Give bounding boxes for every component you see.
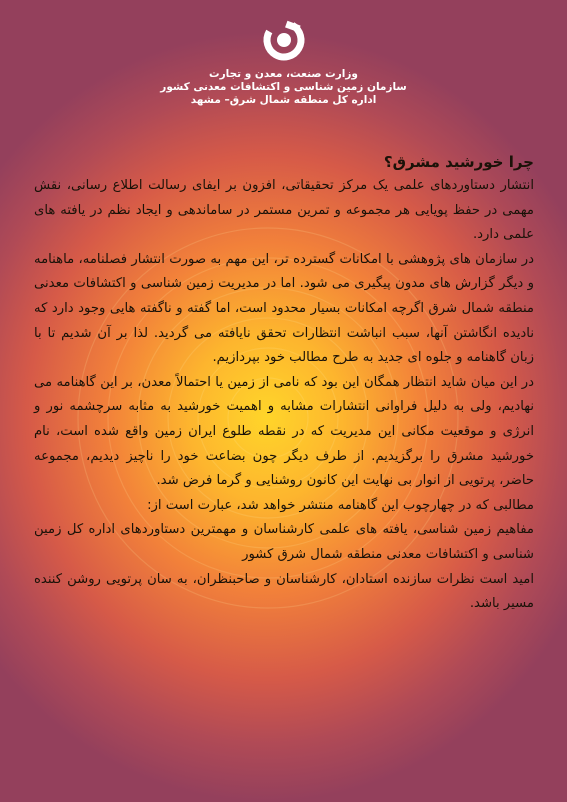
office-title: اداره کل منطقه شمال شرق– مشهد <box>190 94 377 106</box>
paragraph: مطالبی که در چهارچوب این گاهنامه منتشر خواهد شد، عبارت است از: <box>147 497 534 513</box>
paragraph: امید است نظرات سازنده استادان، کارشناسان و صاحبنظران، به سان پرتویی روشن کننده مسیر باشد. <box>34 571 534 612</box>
paragraph: در این میان شاید انتظار همگان این بود که نامی از زمین یا احتمالاً معدن، بر این گاهنامه می نهادیم، ولی به دلیل فراوانی انتشارات مشابه و اهمیت خورشید به مثابه سرچشمه نور و انرژی و موقعیت مکانی این مدیریت که در نقطه طلوع ایران زمین واقع شده است، نام خورشید مشرق را برگزیدیم. از طرف دیگر چون بضاعت خود را ناچیز دیدیم، مجموعه حاضر، پرتویی از انوار بی نهایت این کانون روشنایی و گرما فرض شد. <box>34 374 534 489</box>
ministry-name: وزارت صنعت، معدن و تجارت <box>209 68 358 80</box>
paragraph: انتشار دستاوردهای علمی یک مرکز تحقیقاتی، افزون بر ایفای رسالت اطلاع رسانی، نقش مهمی در حفظ پویایی هر مجموعه و تمرین مستمر در ساماندهی و ایجاد نظم در یافته های علمی دارد. <box>34 178 534 243</box>
organization-logo-icon <box>262 18 306 62</box>
article-title: چرا خورشید مشرق؟ <box>383 153 534 171</box>
page-header <box>0 14 567 107</box>
organization-title: سازمان زمین شناسی و اکتشافات معدنی کشور <box>160 81 407 93</box>
paragraph: مفاهیم زمین شناسی، یافته های علمی کارشناسان و مهمترین دستاوردهای اداره کل زمین شناسی و اکتشافات معدنی منطقه شمال شرق کشور <box>34 522 534 562</box>
paragraph: در سازمان های پژوهشی با امکانات گسترده تر، این مهم به صورت انتشار فصلنامه، ماهنامه و دیگر گزارش های مدون پیگیری می شود. اما در مدیریت زمین شناسی و اکتشافات معدنی منطقه شمال شرق اگرچه امکانات بسیار محدود است، اما گفته و ناگفته هایی وجود دارد که نادیده انگاشتن آنها، سبب انباشت انتظارات تحقق نایافته می گردید. لذا بر آن شدیم تا با زبان گاهنامه و جلوه ای جدید به طرح مطالب خود بپردازیم. <box>34 251 534 366</box>
organization-name <box>0 68 567 107</box>
article-body <box>34 150 534 617</box>
